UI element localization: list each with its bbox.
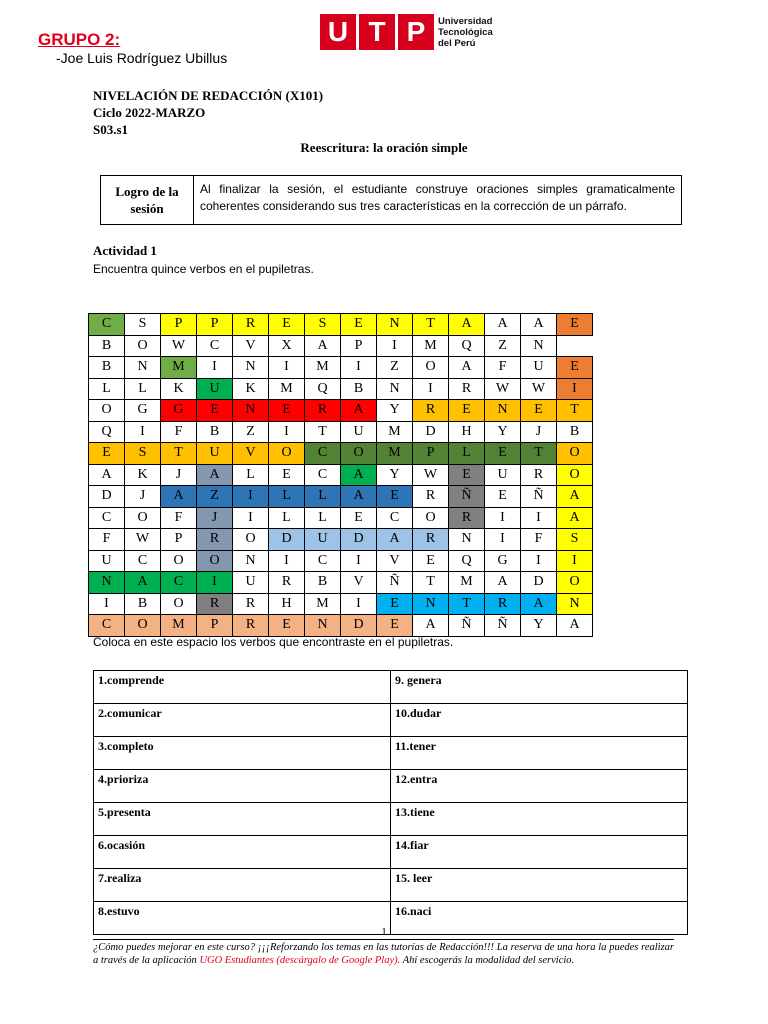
grid-cell: R <box>233 314 269 336</box>
grid-cell: Y <box>485 421 521 443</box>
grid-cell: U <box>485 464 521 486</box>
grid-cell: A <box>161 486 197 508</box>
grid-cell: G <box>485 550 521 572</box>
grid-cell: R <box>197 529 233 551</box>
grid-cell: V <box>233 335 269 357</box>
grid-cell: O <box>269 443 305 465</box>
grid-cell: L <box>305 507 341 529</box>
grid-row <box>89 615 593 637</box>
grid-cell: T <box>161 443 197 465</box>
course-session: S03.s1 <box>93 122 129 137</box>
grid-cell: I <box>125 421 161 443</box>
grid-row <box>89 593 593 615</box>
grid-cell: N <box>485 400 521 422</box>
grid-cell: D <box>341 615 377 637</box>
grid-cell: I <box>557 378 593 400</box>
grid-cell: O <box>125 615 161 637</box>
verb-cell: 8.estuvo <box>94 902 391 935</box>
grid-cell: B <box>197 421 233 443</box>
grid-cell: E <box>341 507 377 529</box>
verb-row <box>94 704 688 737</box>
grid-cell: M <box>449 572 485 594</box>
grid-cell: A <box>125 572 161 594</box>
grid-cell: U <box>305 529 341 551</box>
grid-cell: Ñ <box>449 486 485 508</box>
grid-cell: F <box>521 529 557 551</box>
grid-cell: N <box>377 314 413 336</box>
grid-cell: Ñ <box>521 486 557 508</box>
grid-cell: B <box>89 335 125 357</box>
grid-cell: N <box>557 593 593 615</box>
grid-cell: I <box>89 593 125 615</box>
footer-app-link[interactable]: UGO Estudiantes (descárgalo de Google Play). <box>199 955 401 966</box>
grid-cell: A <box>197 464 233 486</box>
verb-cell: 14.fiar <box>391 836 688 869</box>
grid-cell: E <box>449 464 485 486</box>
grid-cell: R <box>233 615 269 637</box>
grid-cell: A <box>449 314 485 336</box>
grid-cell: A <box>305 335 341 357</box>
grid-cell: C <box>305 550 341 572</box>
verb-cell: 13.tiene <box>391 803 688 836</box>
grid-cell: N <box>233 550 269 572</box>
grid-cell: U <box>521 357 557 379</box>
grid-cell: J <box>161 464 197 486</box>
grid-cell: L <box>89 378 125 400</box>
grid-cell: C <box>197 335 233 357</box>
grid-cell: C <box>125 550 161 572</box>
verb-cell: 11.tener <box>391 737 688 770</box>
grid-cell: N <box>233 357 269 379</box>
grid-cell: B <box>305 572 341 594</box>
grid-cell: R <box>449 378 485 400</box>
grid-cell: E <box>485 443 521 465</box>
grid-cell: O <box>557 443 593 465</box>
grid-row <box>89 572 593 594</box>
grid-cell: M <box>269 378 305 400</box>
grid-cell: B <box>125 593 161 615</box>
grid-cell: P <box>197 615 233 637</box>
grid-cell: I <box>197 572 233 594</box>
grid-cell: O <box>89 400 125 422</box>
grid-cell: C <box>305 464 341 486</box>
grid-cell: J <box>197 507 233 529</box>
grid-row <box>89 443 593 465</box>
verb-row <box>94 770 688 803</box>
grid-cell: A <box>521 593 557 615</box>
grid-cell: W <box>161 335 197 357</box>
grid-cell: R <box>413 400 449 422</box>
verbs-table <box>93 670 688 935</box>
grid-cell: N <box>521 335 557 357</box>
grid-cell: E <box>269 314 305 336</box>
activity-title: Actividad 1 <box>93 243 157 258</box>
grid-cell: I <box>521 550 557 572</box>
verb-row <box>94 737 688 770</box>
grid-cell: U <box>341 421 377 443</box>
grid-cell: R <box>521 464 557 486</box>
grid-cell: W <box>413 464 449 486</box>
grid-cell: O <box>161 593 197 615</box>
grid-cell: F <box>485 357 521 379</box>
grid-cell: K <box>125 464 161 486</box>
grid-cell: A <box>341 464 377 486</box>
grid-cell: A <box>89 464 125 486</box>
grid-cell: R <box>269 572 305 594</box>
grid-cell: O <box>197 550 233 572</box>
grid-cell: N <box>125 357 161 379</box>
grid-cell: Y <box>377 400 413 422</box>
grid-cell: Z <box>485 335 521 357</box>
verb-cell: 10.dudar <box>391 704 688 737</box>
grid-cell: T <box>413 572 449 594</box>
verb-row <box>94 869 688 902</box>
grid-cell: E <box>485 486 521 508</box>
grid-cell: L <box>269 486 305 508</box>
grid-cell: N <box>233 400 269 422</box>
grid-cell: D <box>269 529 305 551</box>
grid-cell: L <box>269 507 305 529</box>
grid-cell: X <box>269 335 305 357</box>
grid-cell: A <box>341 400 377 422</box>
activity-instruction: Encuentra quince verbos en el pupiletras. <box>93 262 314 276</box>
grid-row <box>89 335 593 357</box>
grid-cell: A <box>557 486 593 508</box>
grid-cell: B <box>89 357 125 379</box>
verb-cell: 2.comunicar <box>94 704 391 737</box>
grid-row <box>89 421 593 443</box>
word-search-grid <box>88 313 593 637</box>
grid-cell: I <box>485 529 521 551</box>
grid-cell: R <box>233 593 269 615</box>
grid-cell: Z <box>233 421 269 443</box>
grid-cell: W <box>485 378 521 400</box>
verb-cell: 9. genera <box>391 671 688 704</box>
grid-cell: I <box>197 357 233 379</box>
grid-cell: F <box>89 529 125 551</box>
grid-cell: A <box>377 529 413 551</box>
grid-row <box>89 314 593 336</box>
grid-cell: O <box>557 572 593 594</box>
grid-cell: R <box>485 593 521 615</box>
grid-cell: V <box>341 572 377 594</box>
grid-cell: Q <box>449 550 485 572</box>
grid-cell: O <box>341 443 377 465</box>
grid-cell: L <box>449 443 485 465</box>
grid-cell: U <box>233 572 269 594</box>
grid-cell: A <box>485 314 521 336</box>
verb-row <box>94 803 688 836</box>
footer-note <box>93 941 674 967</box>
grid-cell: I <box>341 550 377 572</box>
grid-cell: A <box>557 507 593 529</box>
grid-cell: E <box>557 314 593 336</box>
grid-cell: A <box>485 572 521 594</box>
grid-cell: C <box>377 507 413 529</box>
logro-text: Al finalizar la sesión, el estudiante construye oraciones simples gramaticalmente coherentes considerando sus tres características en la corrección de un párrafo. <box>200 182 675 213</box>
grid-cell: F <box>161 421 197 443</box>
grid-cell: M <box>305 593 341 615</box>
grid-cell: S <box>557 529 593 551</box>
grid-cell: J <box>521 421 557 443</box>
verb-cell: 15. leer <box>391 869 688 902</box>
grid-cell: E <box>269 615 305 637</box>
grid-cell: S <box>125 314 161 336</box>
grid-cell: I <box>341 357 377 379</box>
grid-cell: M <box>305 357 341 379</box>
grid-cell: E <box>89 443 125 465</box>
utp-logo <box>320 14 510 54</box>
grid-row <box>89 357 593 379</box>
grid-cell: C <box>161 572 197 594</box>
grid-cell: E <box>521 400 557 422</box>
grid-row <box>89 464 593 486</box>
grid-cell: A <box>557 615 593 637</box>
grid-cell: Z <box>377 357 413 379</box>
verb-cell: 5.presenta <box>94 803 391 836</box>
grid-cell: T <box>557 400 593 422</box>
page-number: 1 <box>381 926 387 938</box>
grid-cell: H <box>449 421 485 443</box>
verb-cell: 1.comprende <box>94 671 391 704</box>
grid-cell: C <box>89 615 125 637</box>
course-title: NIVELACIÓN DE REDACCIÓN (X101) <box>93 88 324 103</box>
grid-cell: N <box>377 378 413 400</box>
grid-cell: J <box>125 486 161 508</box>
grid-cell: Q <box>449 335 485 357</box>
grid-cell: R <box>305 400 341 422</box>
grid-cell: P <box>161 314 197 336</box>
grid-cell: E <box>449 400 485 422</box>
grid-cell: O <box>161 550 197 572</box>
grid-cell: E <box>557 357 593 379</box>
grid-cell: O <box>233 529 269 551</box>
grid-cell: H <box>269 593 305 615</box>
course-cycle: Ciclo 2022-MARZO <box>93 105 206 120</box>
logo-letter-p: P <box>398 14 434 50</box>
grid-cell: N <box>89 572 125 594</box>
grid-cell: I <box>413 378 449 400</box>
grid-cell: E <box>197 400 233 422</box>
grid-cell: E <box>413 550 449 572</box>
grid-row <box>89 378 593 400</box>
verb-cell: 7.realiza <box>94 869 391 902</box>
grid-cell: C <box>89 507 125 529</box>
grid-cell: I <box>521 507 557 529</box>
grid-cell: Y <box>521 615 557 637</box>
grid-cell: O <box>413 507 449 529</box>
verb-row <box>94 836 688 869</box>
grid-cell: I <box>269 421 305 443</box>
grid-cell: M <box>377 443 413 465</box>
logro-label: Logro de la sesión <box>101 176 194 224</box>
grid-cell: Y <box>377 464 413 486</box>
grid-cell: B <box>341 378 377 400</box>
grid-cell: I <box>485 507 521 529</box>
grid-cell: D <box>89 486 125 508</box>
grid-cell: S <box>125 443 161 465</box>
grid-cell: M <box>377 421 413 443</box>
grid-cell: B <box>557 421 593 443</box>
grid-cell: C <box>305 443 341 465</box>
grid-cell: K <box>233 378 269 400</box>
grid-cell: D <box>521 572 557 594</box>
grid-cell: N <box>305 615 341 637</box>
grid-cell: U <box>197 443 233 465</box>
grid-cell: N <box>413 593 449 615</box>
grid-cell: E <box>269 400 305 422</box>
grid-cell: R <box>197 593 233 615</box>
grid-cell: E <box>377 615 413 637</box>
session-topic: Reescritura: la oración simple <box>300 140 468 155</box>
grid-cell: I <box>233 486 269 508</box>
grid-cell: P <box>197 314 233 336</box>
grid-cell: I <box>377 335 413 357</box>
grid-row <box>89 550 593 572</box>
verb-cell: 4.prioriza <box>94 770 391 803</box>
grid-cell: E <box>377 486 413 508</box>
grid-cell: I <box>341 593 377 615</box>
grid-cell: L <box>233 464 269 486</box>
group-member: -Joe Luis Rodríguez Ubillus <box>56 50 228 66</box>
logo-letter-t: T <box>359 14 395 50</box>
logro-box <box>100 175 682 225</box>
grid-cell: F <box>161 507 197 529</box>
grid-cell: I <box>233 507 269 529</box>
grid-cell: R <box>413 486 449 508</box>
grid-row <box>89 507 593 529</box>
grid-cell: I <box>269 357 305 379</box>
grid-cell: Q <box>305 378 341 400</box>
grid-cell: O <box>125 507 161 529</box>
grid-cell: C <box>89 314 125 336</box>
grid-cell: O <box>557 464 593 486</box>
logo-letter-u: U <box>320 14 356 50</box>
grid-cell: G <box>125 400 161 422</box>
grid-cell: G <box>161 400 197 422</box>
grid-cell: V <box>377 550 413 572</box>
footer-text-1: ¿Cómo puedes mejorar en este curso? ¡¡¡Reforzando los temas en las tutorías de Redacción!!! La reserva de una hora la puedes realizar a través de la aplicación <box>93 942 674 966</box>
grid-cell: Q <box>89 421 125 443</box>
grid-cell: Z <box>197 486 233 508</box>
grid-cell: A <box>341 486 377 508</box>
verb-row <box>94 671 688 704</box>
grid-cell: L <box>125 378 161 400</box>
grid-cell: Ñ <box>449 615 485 637</box>
grid-cell: V <box>233 443 269 465</box>
grid-cell: T <box>305 421 341 443</box>
grid-cell: O <box>125 335 161 357</box>
grid-row <box>89 400 593 422</box>
grid-cell: W <box>521 378 557 400</box>
grid-cell: D <box>413 421 449 443</box>
grid-cell: W <box>125 529 161 551</box>
grid-cell: D <box>341 529 377 551</box>
grid-cell: P <box>341 335 377 357</box>
footer-divider <box>93 939 674 940</box>
grid-cell: P <box>161 529 197 551</box>
group-title: GRUPO 2: <box>38 30 121 49</box>
logo-university-name: Universidad Tecnológica del Perú <box>438 16 493 49</box>
grid-cell: U <box>89 550 125 572</box>
grid-cell: A <box>449 357 485 379</box>
grid-cell: O <box>413 357 449 379</box>
grid-cell: A <box>413 615 449 637</box>
grid-cell: E <box>341 314 377 336</box>
grid-cell: M <box>161 357 197 379</box>
grid-cell: K <box>161 378 197 400</box>
grid-cell: S <box>305 314 341 336</box>
grid-row <box>89 486 593 508</box>
grid-row <box>89 529 593 551</box>
grid-cell: A <box>521 314 557 336</box>
verb-cell: 6.ocasión <box>94 836 391 869</box>
grid-cell: N <box>449 529 485 551</box>
grid-cell: Ñ <box>377 572 413 594</box>
grid-cell: L <box>305 486 341 508</box>
grid-cell: E <box>269 464 305 486</box>
grid-cell: U <box>197 378 233 400</box>
verb-cell: 12.entra <box>391 770 688 803</box>
grid-cell: M <box>161 615 197 637</box>
grid-cell: P <box>413 443 449 465</box>
grid-cell: E <box>377 593 413 615</box>
grid-cell: T <box>413 314 449 336</box>
grid-cell: I <box>269 550 305 572</box>
verb-cell: 3.completo <box>94 737 391 770</box>
verb-cell: 16.naci <box>391 902 688 935</box>
grid-cell: R <box>449 507 485 529</box>
grid-cell: T <box>521 443 557 465</box>
grid-cell: Ñ <box>485 615 521 637</box>
grid-cell: I <box>557 550 593 572</box>
footer-text-2: Ahí escogerás la modalidad del servicio. <box>400 955 575 966</box>
grid-cell: T <box>449 593 485 615</box>
verbs-instruction: Coloca en este espacio los verbos que encontraste en el pupiletras. <box>93 635 454 649</box>
grid-cell: R <box>413 529 449 551</box>
grid-cell: M <box>413 335 449 357</box>
